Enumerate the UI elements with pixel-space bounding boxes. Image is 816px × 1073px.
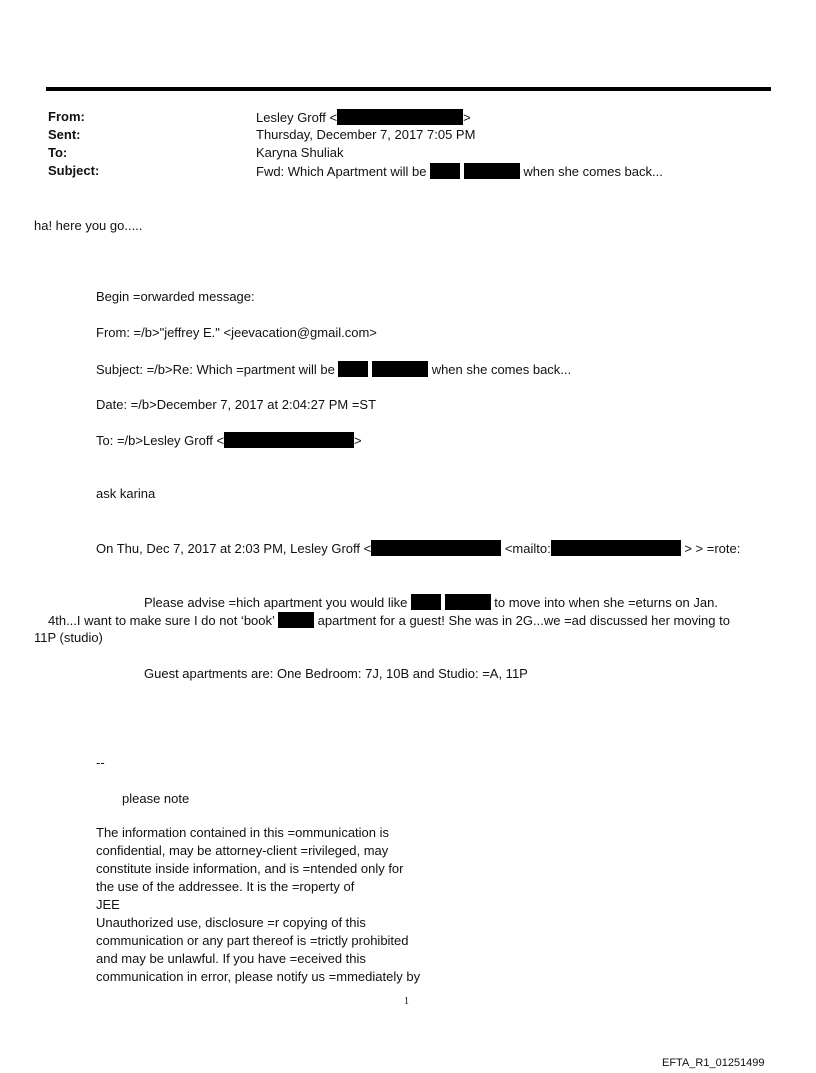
redaction [338,361,368,377]
header-rule [46,87,771,91]
signature-dash: -- [96,755,105,770]
disclaimer [96,824,456,986]
on-line [96,540,740,557]
forward-to-prefix: To: =/b>Lesley Groff < [96,433,225,448]
forward-subject [96,361,571,378]
advise-line [144,594,718,611]
line2-suffix: apartment for a guest! She was in 2G...we =ad discussed her moving to [317,613,730,628]
redaction [551,540,681,556]
disclaimer-line: the use of the addressee. It is the =roperty of [96,879,355,894]
guest-apartments: Guest apartments are: One Bedroom: 7J, 10B and Studio: =A, 11P [144,666,528,681]
subject-value [256,163,663,180]
forward-subject-prefix: Subject: =/b>Re: Which =partment will be [96,362,335,377]
please-note: please note [122,791,190,806]
redaction [372,361,428,377]
sent-value: Thursday, December 7, 2017 7:05 PM [256,127,476,142]
disclaimer-line: and may be unlawful. If you have =eceived this [96,951,366,966]
document-id: EFTA_R1_01251499 [662,1057,765,1069]
redaction [371,540,501,556]
from-name: Lesley Groff < [256,110,338,125]
advise-prefix: Please advise =hich apartment you would like [144,595,408,610]
redaction [278,612,314,628]
on-prefix: On Thu, Dec 7, 2017 at 2:03 PM, Lesley Groff < [96,541,372,556]
line2-prefix: 4th...I want to make sure I do not ‘book’ [48,613,275,628]
forward-to [96,432,362,449]
redaction [224,432,354,448]
disclaimer-line: Unauthorized use, disclosure =r copying of this [96,915,366,930]
from-value [256,109,471,126]
forward-date: Date: =/b>December 7, 2017 at 2:04:27 PM =ST [96,397,377,412]
forward-to-suffix: > [354,433,362,448]
on-mailto: <mailto: [504,541,551,556]
subject-prefix: Fwd: Which Apartment will be [256,164,427,179]
disclaimer-line: The information contained in this =ommunication is [96,825,390,840]
forward-from: From: =/b>"jeffrey E." <jeevacation@gmail.com> [96,325,377,340]
disclaimer-line: JEE [96,897,120,912]
disclaimer-line: communication in error, please notify us =mmediately by [96,969,421,984]
forward-begin: Begin =orwarded message: [96,289,255,304]
subject-suffix: when she comes back... [523,164,663,179]
on-suffix: > > =rote: [684,541,741,556]
to-label: To: [48,145,68,160]
reply-text: ask karina [96,486,156,501]
subject-label: Subject: [48,163,100,178]
redaction [430,163,460,179]
advise-line-2 [48,612,730,629]
to-value: Karyna Shuliak [256,145,344,160]
sent-label: Sent: [48,127,81,142]
redaction [411,594,441,610]
redaction [337,109,463,125]
redaction [464,163,520,179]
disclaimer-line: confidential, may be attorney-client =rivileged, may [96,843,389,858]
advise-line-3: 11P (studio) [34,630,103,645]
redaction [445,594,491,610]
from-label: From: [48,109,85,124]
page-number: 1 [404,996,409,1007]
from-bracket: > [463,110,471,125]
disclaimer-line: communication or any part thereof is =trictly prohibited [96,933,409,948]
forward-subject-suffix: when she comes back... [431,362,572,377]
advise-suffix: to move into when she =eturns on Jan. [494,595,718,610]
intro-text: ha! here you go..... [34,218,143,233]
disclaimer-line: constitute inside information, and is =ntended only for [96,861,404,876]
